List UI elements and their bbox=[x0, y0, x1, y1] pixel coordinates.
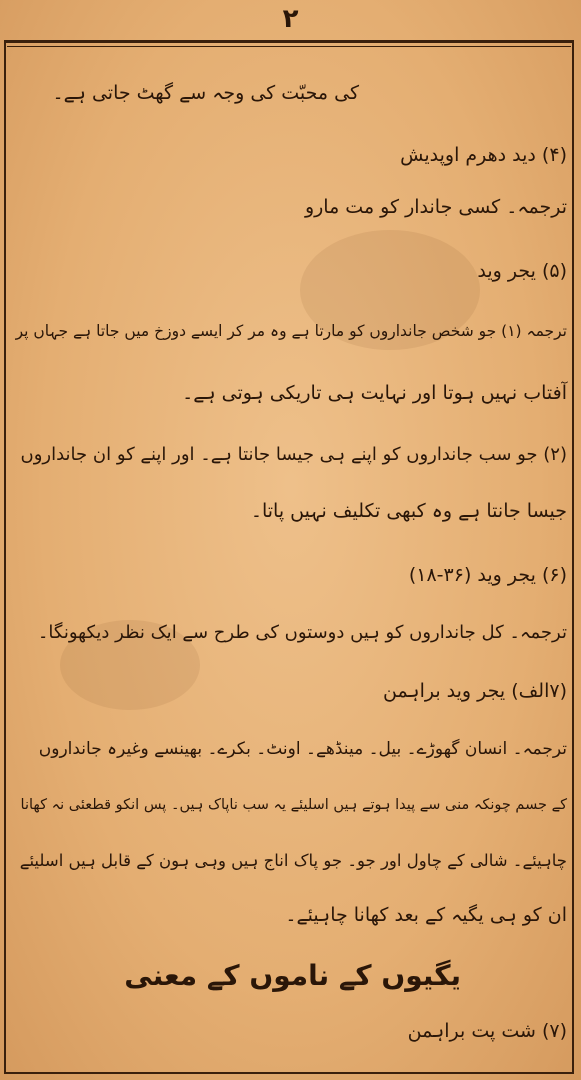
text-line: ترجمہ۔ کسی جاندار کو مت مارو bbox=[304, 196, 567, 218]
section-heading: (۷) شت پت براہمن bbox=[407, 1020, 567, 1042]
text-line: ترجمہ۔ کل جانداروں کو ہیں دوستوں کی طرح سے ایک نظر دیکھونگا۔ bbox=[37, 622, 567, 643]
text-line: آفتاب نہیں ہوتا اور نہایت ہی تاریکی ہوتی ہے۔ bbox=[182, 382, 567, 404]
chapter-heading: یگیوں کے ناموں کے معنی bbox=[124, 959, 461, 992]
section-heading: (۵) یجر وید bbox=[477, 260, 567, 282]
text-line: چاہیئے۔ شالی کے چاول اور جو۔ جو پاک اناج ہیں وہی ہون کے قابل ہیں اسلیئے bbox=[19, 851, 567, 870]
text-line: ترجمہ۔ انسان گھوڑے۔ بیل۔ مینڈھے۔ اونٹ۔ بکرے۔ بھینسے وغیرہ جانداروں bbox=[38, 739, 567, 759]
text-line: ان کو ہی یگیہ کے بعد کھانا چاہیئے۔ bbox=[285, 904, 567, 926]
text-line: کے جسم چونکہ منی سے پیدا ہوتے ہیں اسلیئے یہ سب ناپاک ہیں۔ پس انکو قطعئی نہ کھانا bbox=[20, 797, 567, 813]
section-heading: (۶) یجر وید (۳۶-۱۸) bbox=[408, 564, 567, 586]
section-heading: (۴) دید دھرم اوپدیش bbox=[400, 144, 567, 166]
text-line: کی محبّت کی وجہ سے گھٹ جاتی ہے۔ bbox=[52, 82, 359, 104]
text-line: جیسا جانتا ہے وہ کبھی تکلیف نہیں پاتا۔ bbox=[250, 500, 567, 522]
text-line: ترجمہ (۱) جو شخص جانداروں کو مارتا ہے وہ مر کر ایسے دوزخ میں جاتا ہے جہاں پر bbox=[15, 322, 567, 340]
section-heading: (۷الف) یجر وید براہمن bbox=[382, 680, 567, 702]
text-line: (۲) جو سب جانداروں کو اپنے ہی جیسا جانتا ہے۔ اور اپنے کو ان جانداروں bbox=[20, 444, 567, 465]
page-number: ۲ bbox=[282, 4, 299, 34]
